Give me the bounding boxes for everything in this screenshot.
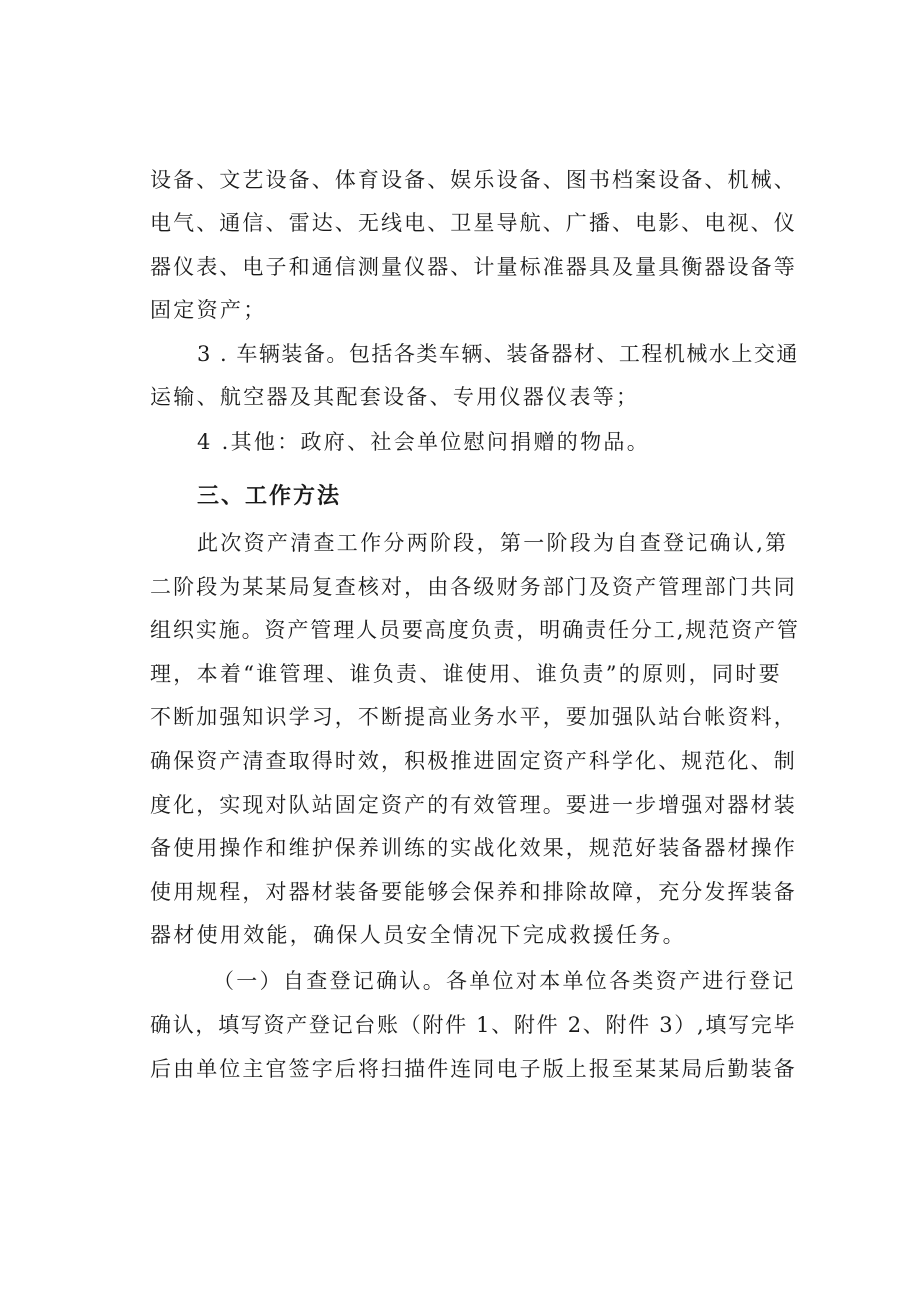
- paragraph-4-line-5: 不断加强知识学习，不断提高业务水平，要加强队站台帐资料，: [150, 705, 797, 729]
- paragraph-1-line-2: 电气、通信、雷达、无线电、卫星导航、广播、电影、电视、仪: [150, 211, 797, 235]
- paragraph-4-line-2: 二阶段为某某局复查核对，由各级财务部门及资产管理部门共同: [150, 575, 797, 599]
- paragraph-5-line-3: 后由单位主官签字后将扫描件连同电子版上报至某某局后勤装备: [150, 1057, 797, 1081]
- paragraph-4-line-7: 度化，实现对队站固定资产的有效管理。要进一步增强对器材装: [150, 793, 797, 817]
- paragraph-4-line-8: 备使用操作和维护保养训练的实战化效果，规范好装备器材操作: [150, 836, 797, 860]
- paragraph-4-line-4: 理，本着“谁管理、谁负责、谁使用、谁负责”的原则，同时要: [150, 662, 782, 686]
- paragraph-5-line-1: （一）自查登记确认。各单位对本单位各类资产进行登记: [213, 969, 796, 993]
- paragraph-4-line-1: 此次资产清查工作分两阶段，第一阶段为自查登记确认,第: [197, 531, 789, 555]
- paragraph-2-line-1: 3 . 车辆装备。包括各类车辆、装备器材、工程机械水上交通: [197, 342, 799, 366]
- paragraph-4-line-3: 组织实施。资产管理人员要高度负责，明确责任分工,规范资产管: [150, 618, 800, 642]
- paragraph-1-line-4: 固定资产；: [150, 298, 267, 322]
- paragraph-4-line-10: 器材使用效能，确保人员安全情况下完成救援任务。: [150, 923, 686, 947]
- section-heading: 三、工作方法: [197, 484, 342, 509]
- paragraph-1-line-3: 器仪表、电子和通信测量仪器、计量标准器具及量具衡器设备等: [150, 255, 797, 279]
- paragraph-4-line-9: 使用规程，对器材装备要能够会保养和排除故障，充分发挥装备: [150, 880, 797, 904]
- paragraph-1-line-1: 设备、文艺设备、体育设备、娱乐设备、图书档案设备、机械、: [150, 168, 797, 192]
- paragraph-2-line-2: 运输、航空器及其配套设备、专用仪器仪表等；: [150, 385, 640, 409]
- paragraph-3-line-1: 4 .其他：政府、社会单位慰问捐赠的物品。: [197, 430, 651, 454]
- paragraph-4-line-6: 确保资产清查取得时效，积极推进固定资产科学化、规范化、制: [150, 749, 797, 773]
- paragraph-5-line-2: 确认，填写资产登记台账（附件 1、附件 2、附件 3）,填写完毕: [150, 1013, 797, 1037]
